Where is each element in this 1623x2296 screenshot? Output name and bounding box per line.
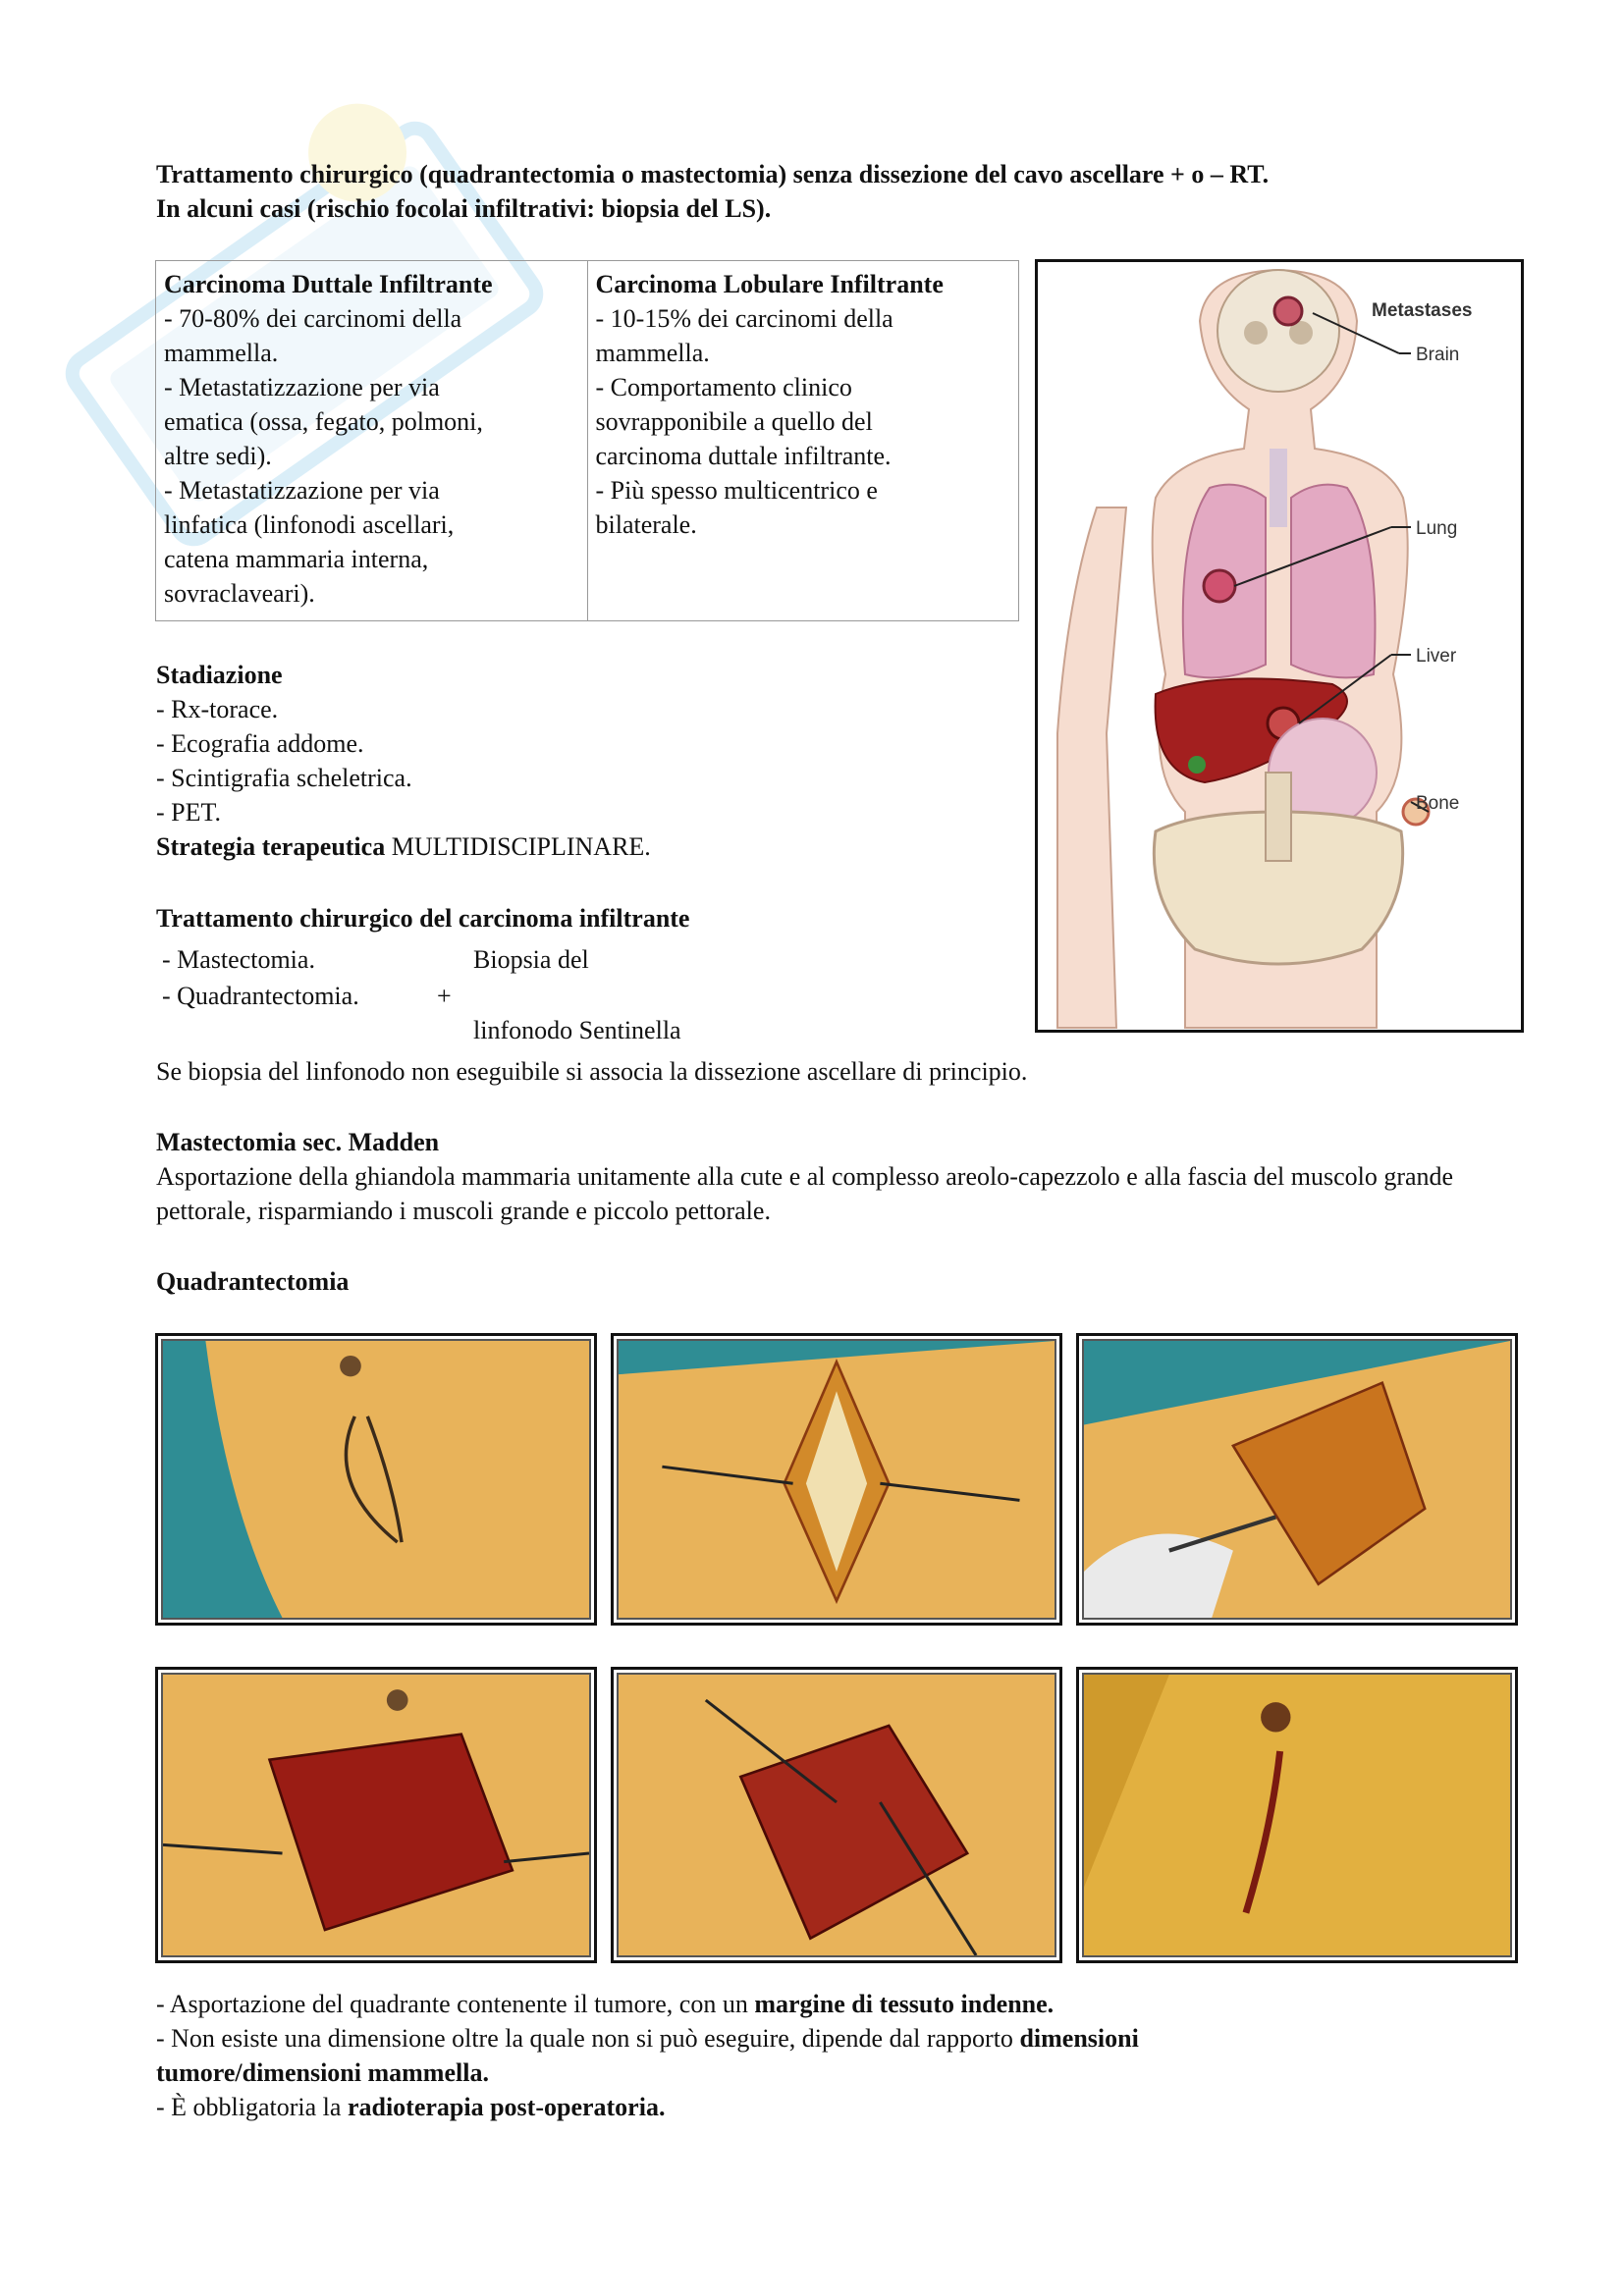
ductal-line: - 70-80% dei carcinomi della [164, 304, 462, 333]
label-bone: Bone [1416, 793, 1460, 814]
surgery-photo-3 [1076, 1333, 1518, 1626]
metastases-figure [1035, 259, 1524, 1033]
label-liver: Liver [1416, 646, 1457, 667]
figure-title: Metastases [1372, 300, 1473, 321]
ductal-line: - Metastatizzazione per via [164, 476, 440, 505]
surgery-photo-4 [155, 1667, 597, 1963]
intro-line-2: In alcuni casi (rischio focolai infiltrativi: biopsia del LS). [156, 194, 772, 223]
lobular-carcinoma-cell [587, 261, 1019, 621]
lobular-line: - Più spesso multicentrico e [595, 476, 878, 505]
staging-item: - Ecografia addome. [156, 729, 364, 758]
madden-text: Asportazione della ghiandola mammaria unitamente alla cute e al complesso areolo-capezzolo e alla fascia del muscolo grande pettorale, risparmiando i muscoli grande e piccolo pettorale. [156, 1162, 1454, 1225]
ductal-line: - Metastatizzazione per via [164, 373, 440, 401]
note-3 [156, 2090, 1511, 2124]
quadrantectomy-title: Quadrantectomia [156, 1267, 350, 1296]
note-1-text: - Asportazione del quadrante contenente il tumore, con un [156, 1990, 755, 2018]
lobular-line: bilaterale. [595, 510, 697, 539]
staging-title: Stadiazione [156, 661, 283, 689]
staging-item: - Rx-torace. [156, 695, 279, 723]
ductal-carcinoma-cell [156, 261, 588, 621]
strategy-value: MULTIDISCIPLINARE. [385, 832, 651, 861]
note-2-bold: dimensioni [1019, 2024, 1139, 2053]
surgery-photo-2 [611, 1333, 1062, 1626]
ductal-line: ematica (ossa, fegato, polmoni, [164, 407, 483, 436]
ductal-line: linfatica (linfonodi ascellari, [164, 510, 455, 539]
lobular-line: - 10-15% dei carcinomi della [595, 304, 893, 333]
note-2-text: - Non esiste una dimensione oltre la quale non si può eseguire, dipende dal rapporto [156, 2024, 1020, 2053]
sentinel-biopsy-line-2: linfonodo Sentinella [473, 1016, 681, 1044]
note-1-bold: margine di tessuto indenne. [754, 1990, 1055, 2018]
surgery-photo-5 [611, 1667, 1062, 1963]
surgery-option-quadrantectomy: - Quadrantectomia. [162, 982, 359, 1010]
ductal-carcinoma-title: Carcinoma Duttale Infiltrante [164, 270, 493, 298]
sentinel-biopsy-line-1: Biopsia del [473, 945, 589, 974]
ductal-line: catena mammaria interna, [164, 545, 429, 573]
lobular-line: mammella. [595, 339, 710, 367]
staging-item: - PET. [156, 798, 221, 827]
note-2 [156, 2021, 1511, 2056]
lobular-line: carcinoma duttale infiltrante. [595, 442, 892, 470]
note-1 [156, 1987, 1511, 2021]
lobular-line: - Comportamento clinico [595, 373, 852, 401]
label-brain: Brain [1416, 345, 1460, 365]
note-2-continued: tumore/dimensioni mammella. [156, 2058, 489, 2087]
strategy-line [156, 829, 1059, 864]
lobular-line: sovrapponibile a quello del [595, 407, 873, 436]
surgery-option-mastectomy: - Mastectomia. [162, 945, 315, 974]
note-3-bold: radioterapia post-operatoria. [347, 2093, 666, 2121]
ductal-line: altre sedi). [164, 442, 272, 470]
intro-line-1: Trattamento chirurgico (quadrantectomia o mastectomia) senza dissezione del cavo ascellare + o – RT. [156, 160, 1270, 188]
staging-section [156, 658, 1059, 864]
plus-sign: + [437, 982, 452, 1010]
strategy-label: Strategia terapeutica [156, 832, 386, 861]
carcinoma-comparison-table [155, 260, 1019, 621]
staging-item: - Scintigrafia scheletrica. [156, 764, 412, 792]
label-lung: Lung [1416, 518, 1458, 539]
surgery-photo-6 [1076, 1667, 1518, 1963]
biopsy-note: Se biopsia del linfonodo non eseguibile si associa la dissezione ascellare di principio. [156, 1057, 1028, 1086]
surgical-treatment-title: Trattamento chirurgico del carcinoma infiltrante [156, 904, 690, 933]
ductal-line: sovraclaveari). [164, 579, 315, 608]
surgery-photo-1 [155, 1333, 597, 1626]
note-3-text: - È obbligatoria la [156, 2093, 348, 2121]
intro-text [156, 157, 1491, 226]
madden-title: Mastectomia sec. Madden [156, 1128, 440, 1156]
quadrantectomy-notes [156, 1987, 1511, 2124]
ductal-line: mammella. [164, 339, 279, 367]
lobular-carcinoma-title: Carcinoma Lobulare Infiltrante [595, 270, 944, 298]
